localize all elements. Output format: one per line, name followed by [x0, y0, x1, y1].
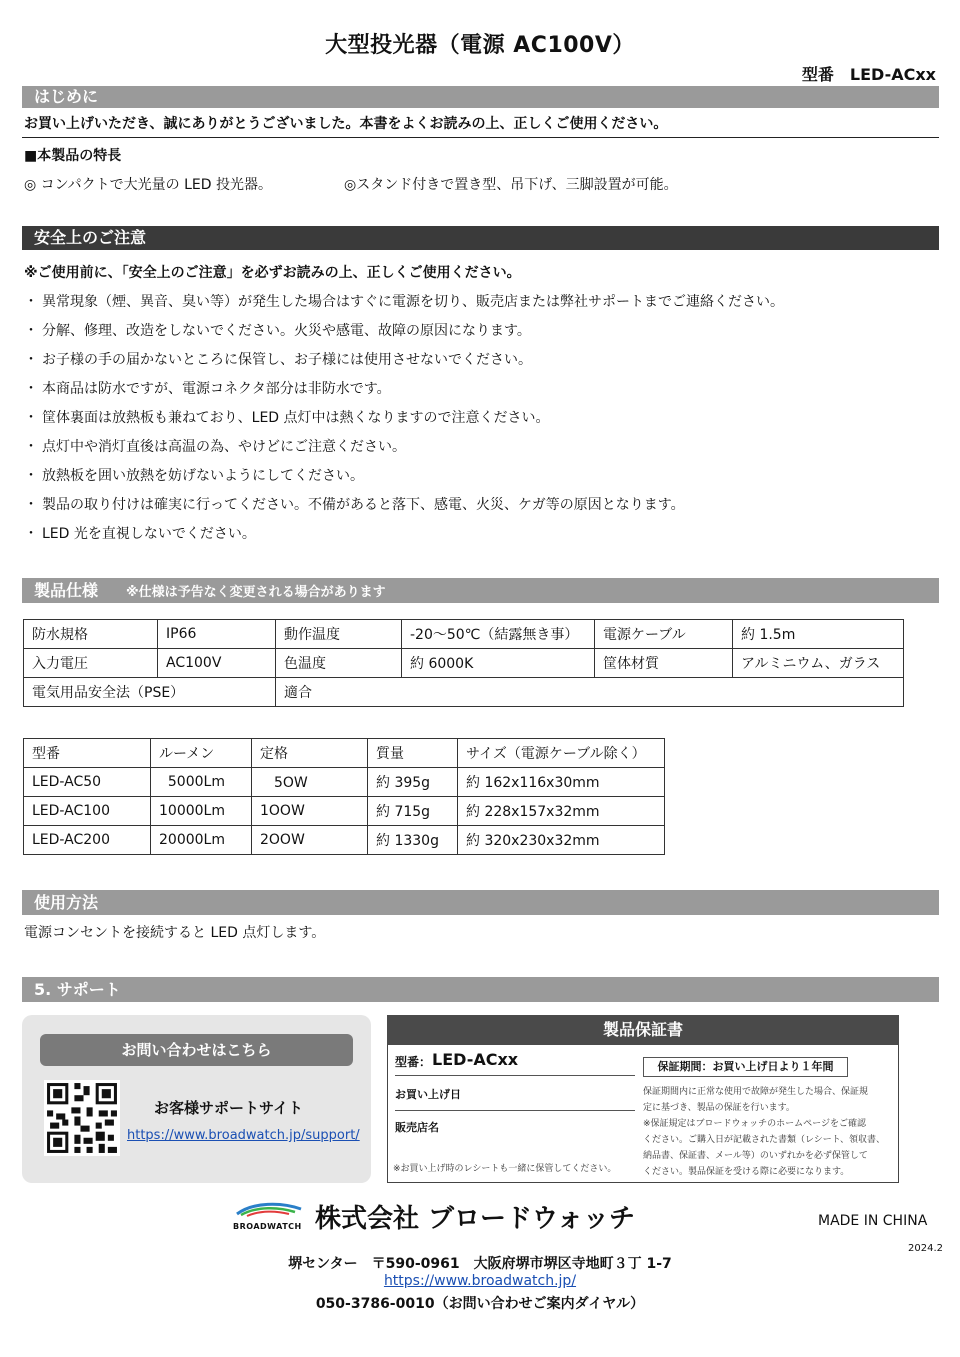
feature-2: ◎スタンド付きで置き型、吊下げ、三脚設置が可能。	[344, 177, 678, 193]
qr-code-icon[interactable]	[44, 1080, 120, 1156]
models-table	[23, 738, 665, 855]
contact-button[interactable]: お問い合わせはこちら	[40, 1034, 353, 1066]
feature-1: ◎ コンパクトで大光量の LED 投光器。	[24, 177, 273, 193]
divider	[22, 137, 939, 138]
list-item: ・ LED 光を直視しないでください。	[24, 526, 256, 542]
receipt-note: ※お買い上げ時のレシートも一緒に保管してください。	[393, 1164, 617, 1174]
thanks-text: お買い上げいただき、誠にありがとうございました。本書をよくお読みの上、正しくご使用ください。	[24, 116, 668, 132]
table-row: LED-AC100 10000Lm 1OOW 約 715g 約 228x157x32mm	[24, 797, 665, 826]
warranty-heading: 製品保証書	[387, 1015, 899, 1045]
company-name: 株式会社 ブロードウォッチ	[315, 1204, 636, 1234]
table-row: LED-AC200 20000Lm 2OOW 約 1330g 約 320x230x32mm	[24, 826, 665, 855]
support-heading: 5. サポート	[22, 977, 939, 1002]
warranty-model-label: 型番：	[395, 1055, 432, 1069]
list-item: ・ お子様の手の届かないところに保管し、お子様には使用させないでください。	[24, 352, 532, 368]
list-item: ・ 製品の取り付けは確実に行ってください。不備があると落下、感電、火災、ケガ等の原因となります。	[24, 497, 685, 513]
revision-date: 2024.2	[908, 1243, 943, 1254]
safety-lead: ※ご使用前に、「安全上のご注意」を必ずお読みの上、正しくご使用ください。	[24, 265, 521, 281]
purchase-date-label: お買い上げ日	[395, 1088, 461, 1101]
divider	[395, 1110, 635, 1111]
table-row: LED-AC50 5000Lm 5OW 約 395g 約 162x116x30mm	[24, 768, 665, 797]
support-site-label: お客様サポートサイト	[154, 1099, 303, 1117]
warranty-terms: 保証期間内に正常な使用で故障が発生した場合、保証規 定に基づき、製品の保証を行います。 ※保証規定はブロードウォッチのホームページをご確認 ください。ご購入日が記載された書類（レシート、領収書、 納品書、保証書、メール等）のいずれかを必ず保管して ください。製品保証を受ける際に必要になります。	[643, 1087, 885, 1177]
features-heading: ■本製品の特長	[24, 148, 122, 164]
list-item: ・ 放熱板を囲い放熱を妨げないようにしてください。	[24, 468, 364, 484]
list-item: ・ 筐体裏面は放熱板も兼ねており、LED 点灯中は熱くなりますので注意ください。	[24, 410, 550, 426]
table-row: 電気用品安全法（PSE） 適合	[24, 678, 904, 707]
logo-text: BROADWATCH	[233, 1222, 302, 1231]
phone: 050-3786-0010（お問い合わせご案内ダイヤル）	[315, 1296, 645, 1312]
store-label: 販売店名	[395, 1121, 439, 1134]
footer-url-wrap	[0, 1273, 960, 1289]
list-item: ・ 点灯中や消灯直後は高温の為、やけどにご注意ください。	[24, 439, 406, 455]
safety-list	[24, 288, 784, 549]
broadwatch-logo-icon	[233, 1200, 305, 1222]
list-item: ・ 異常現象（煙、異音、臭い等）が発生した場合はすぐに電源を切り、販売店または弊社サポートまでご連絡ください。	[24, 294, 784, 310]
made-in: MADE IN CHINA	[818, 1213, 928, 1229]
spec-table	[23, 619, 904, 707]
table-row: 防水規格 IP66 動作温度 -20～50℃（結露無き事） 電源ケーブル 約 1.5m	[24, 620, 904, 649]
support-site-link[interactable]: https://www.broadwatch.jp/support/	[127, 1128, 360, 1143]
safety-heading: 安全上のご注意	[22, 226, 939, 250]
spec-heading: 製品仕様 ※仕様は予告なく変更される場合があります	[22, 578, 939, 603]
list-item: ・ 分解、修理、改造をしないでください。火災や感電、故障の原因になります。	[24, 323, 531, 339]
table-header: 型番 ルーメン 定格 質量 サイズ（電源ケーブル除く）	[24, 739, 665, 768]
table-row: 入力電圧 AC100V 色温度 約 6000K 筐体材質 アルミニウム、ガラス	[24, 649, 904, 678]
page-title: 大型投光器（電源 AC100V）	[325, 33, 635, 58]
intro-heading: はじめに	[22, 86, 939, 108]
warranty-model-value: LED-ACxx	[432, 1050, 519, 1069]
divider	[395, 1075, 635, 1076]
model-number: 型番 LED-ACxx	[801, 65, 936, 84]
spec-note: ※仕様は予告なく変更される場合があります	[126, 585, 386, 600]
usage-text: 電源コンセントを接続すると LED 点灯します。	[24, 925, 326, 941]
warranty-period: 保証期間：お買い上げ日より１年間	[643, 1057, 848, 1077]
company-url[interactable]: https://www.broadwatch.jp/	[383, 1273, 577, 1289]
usage-heading: 使用方法	[22, 890, 939, 915]
list-item: ・ 本商品は防水ですが、電源コネクタ部分は非防水です。	[24, 381, 391, 397]
address: 堺センター 〒590-0961 大阪府堺市堺区寺地町３丁 1-7	[288, 1256, 672, 1272]
